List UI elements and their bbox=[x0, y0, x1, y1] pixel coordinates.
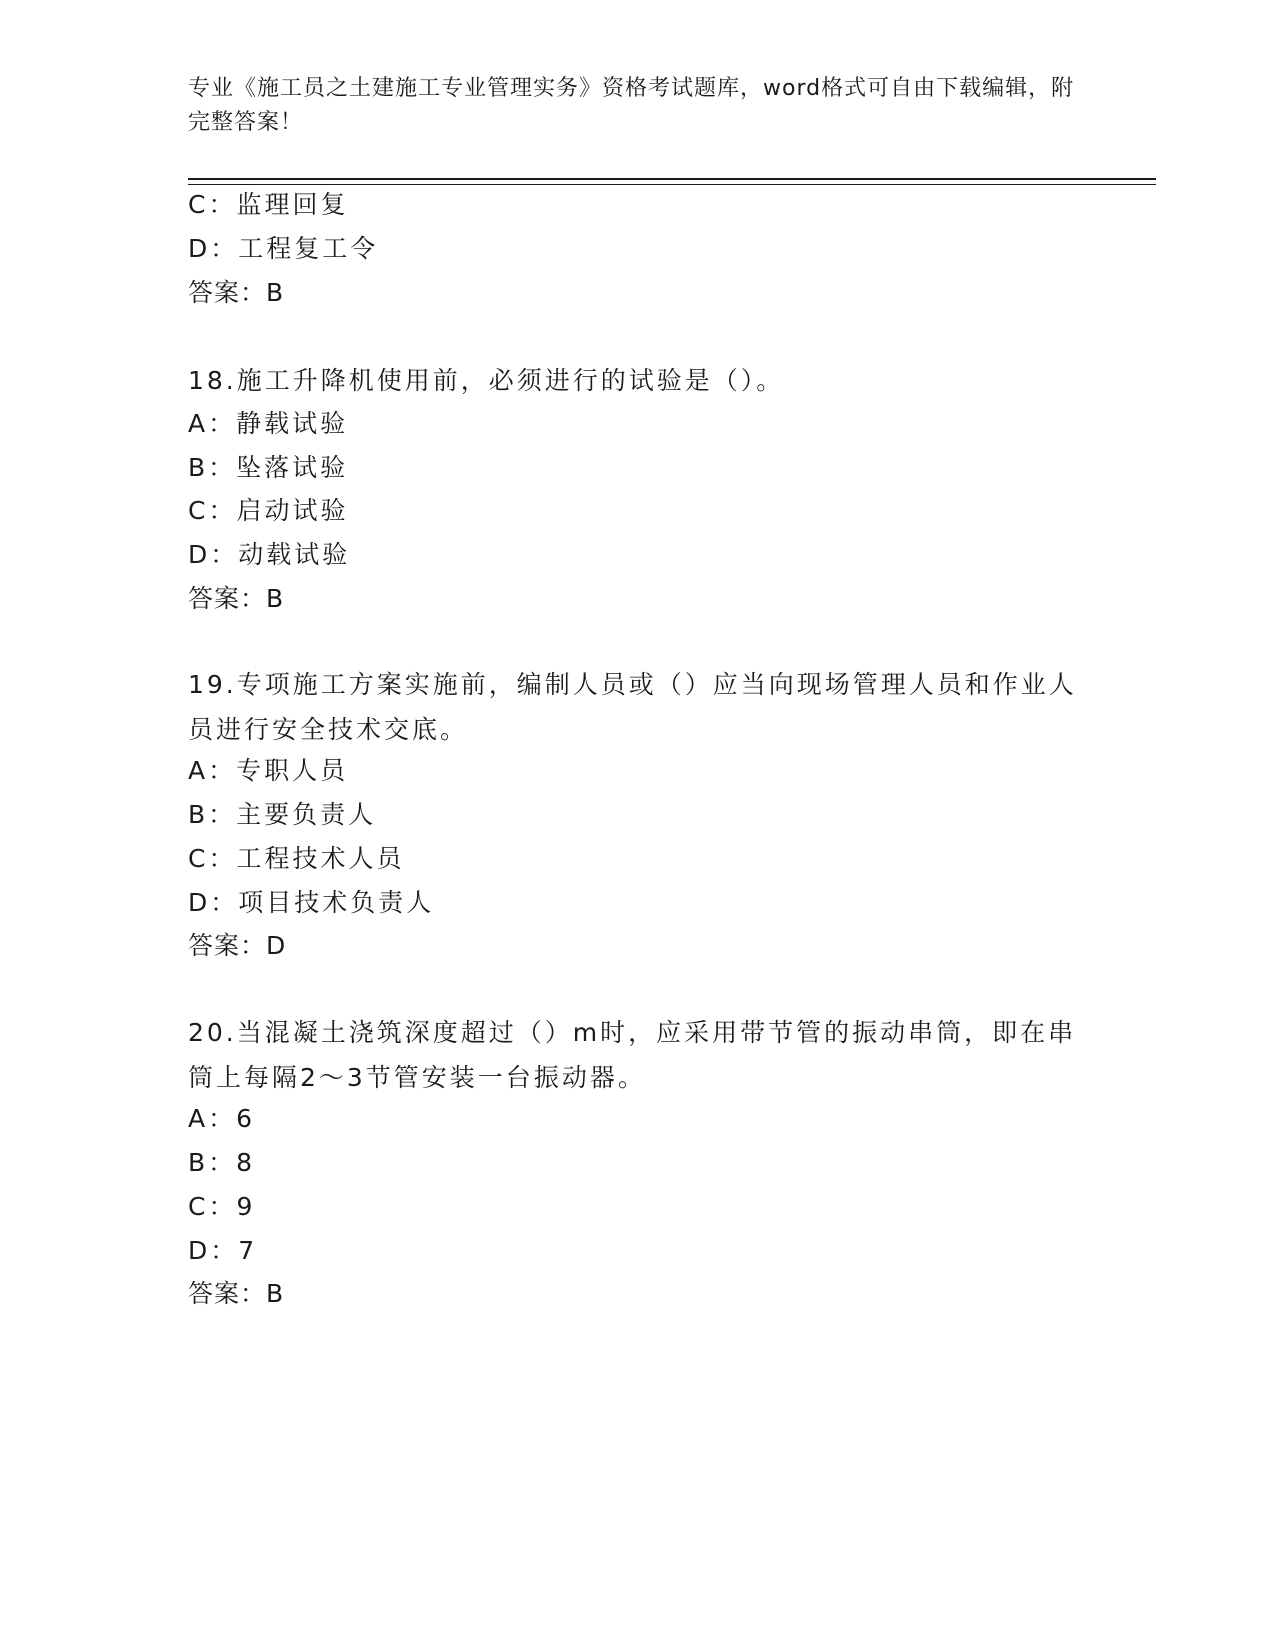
q17-option-d: D：工程复工令 bbox=[188, 234, 379, 263]
q17-answer: 答案：B bbox=[188, 278, 285, 307]
q20-question: 20.当混凝土浇筑深度超过（）m时，应采用带节管的振动串筒，即在串筒上每隔2～3节管安装一台振动器。 bbox=[188, 1018, 1077, 1092]
document-header: 专业《施工员之土建施工专业管理实务》资格考试题库，word格式可自由下载编辑，附完整答案！ bbox=[188, 76, 1075, 135]
header-divider-thick bbox=[188, 178, 1156, 180]
q19-question: 19.专项施工方案实施前，编制人员或（）应当向现场管理人员和作业人员进行安全技术交底。 bbox=[188, 670, 1077, 744]
q19-option-a: A：专职人员 bbox=[188, 756, 349, 785]
q18-option-d: D：动载试验 bbox=[188, 540, 351, 569]
q18-option-a: A：静载试验 bbox=[188, 409, 349, 438]
q18-option-b: B：坠落试验 bbox=[188, 453, 349, 482]
q18-question: 18.施工升降机使用前，必须进行的试验是（）。 bbox=[188, 366, 785, 395]
q20-option-b: B：8 bbox=[188, 1148, 256, 1177]
q20-answer: 答案：B bbox=[188, 1279, 285, 1308]
q20-option-c: C：9 bbox=[188, 1192, 256, 1221]
q20-option-a: A：6 bbox=[188, 1104, 256, 1133]
q18-answer: 答案：B bbox=[188, 584, 285, 613]
q19-option-d: D：项目技术负责人 bbox=[188, 888, 435, 917]
q19-option-b: B：主要负责人 bbox=[188, 800, 377, 829]
q20-option-d: D：7 bbox=[188, 1236, 258, 1265]
q19-answer: 答案：D bbox=[188, 931, 287, 960]
q17-option-c: C：监理回复 bbox=[188, 190, 349, 219]
q18-option-c: C：启动试验 bbox=[188, 496, 349, 525]
q19-option-c: C：工程技术人员 bbox=[188, 844, 405, 873]
header-divider-thin bbox=[188, 184, 1156, 185]
